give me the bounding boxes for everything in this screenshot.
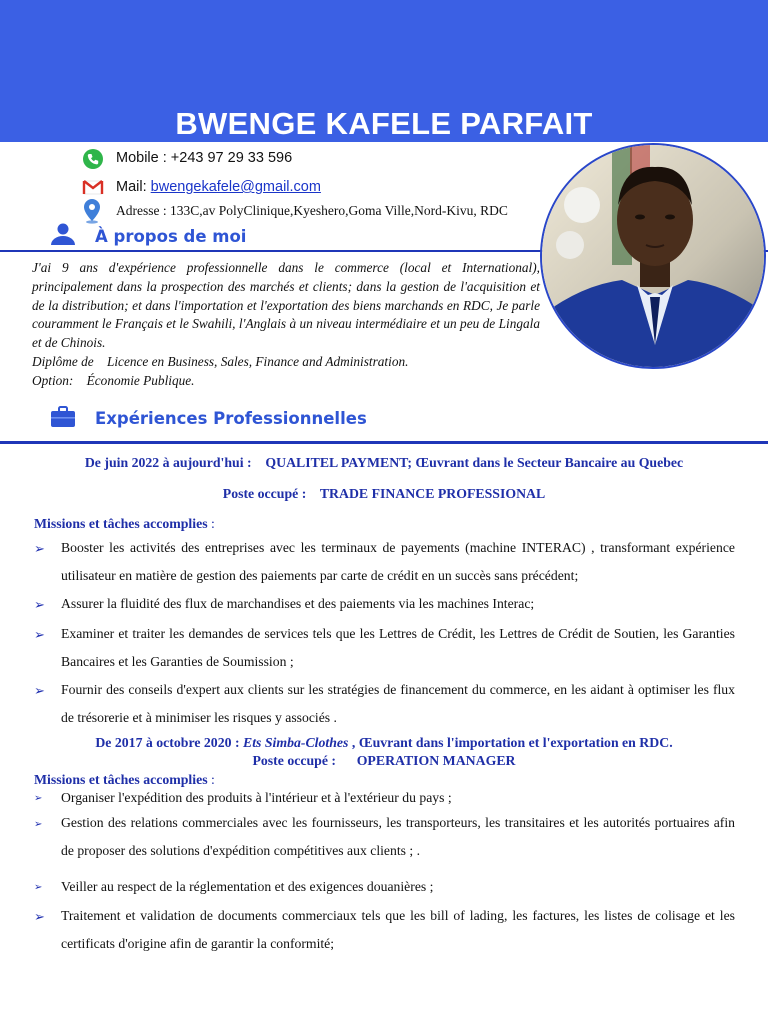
diploma-text: Diplôme de Licence en Business, Sales, Finance and Administration. (32, 353, 409, 369)
job1-mission-2: Assurer la fluidité des flux de marchandises et des paiements via les machines Interac; (61, 596, 535, 611)
job2-period-end: , Œuvrant dans l'importation et l'exportation en RDC. (348, 735, 673, 750)
mail-line (116, 179, 321, 195)
user-icon (49, 223, 77, 250)
job1-mission-4: Fournir des conseils d'expert aux clients sur les stratégies de financement du commerce, en les aidant à optimiser les flux de trésorerie et à minimiser les risques y associés . (61, 682, 735, 725)
job1-missions-colon: : (207, 516, 215, 531)
address-text: Adresse : 133C,av PolyClinique,Kyeshero,Goma Ville,Nord-Kivu, RDC (116, 203, 508, 218)
job2-mission-3: Veiller au respect de la réglementation et des exigences douanières ; (61, 879, 434, 894)
job2-position: Poste occupé : OPERATION MANAGER (252, 753, 516, 768)
arrow-bullet-icon: ➢ (34, 627, 45, 642)
mail-link[interactable]: bwengekafele@gmail.com (150, 179, 321, 195)
job1-missions-label: Missions et tâches accomplies (34, 516, 208, 531)
job2-period (0, 735, 768, 751)
about-text: J'ai 9 ans d'expérience professionnelle dans le commerce (local et International), principalement dans la prospection des marchés et clients; dans la gestion de l'acquisition et de la distribution; et dans l'importation et l'exportation des biens marchands en RDC, Je parle couramment le Français et le Swahili, l'Anglais à un niveau intermédiaire et un peu de Lingala et de Chinois. (32, 260, 540, 351)
job1-position: Poste occupé : TRADE FINANCE PROFESSIONAL (222, 486, 546, 501)
location-pin-icon (81, 198, 103, 229)
job2-company: Ets Simba-Clothes (243, 735, 349, 750)
job2-mission-1: Organiser l'expédition des produits à l'intérieur et à l'extérieur du pays ; (61, 790, 452, 805)
experience-divider (0, 441, 768, 444)
about-title: À propos de moi (95, 227, 247, 246)
arrow-bullet-icon: ➢ (34, 597, 45, 612)
about-paragraph (32, 259, 540, 391)
experience-title: Expériences Professionnelles (95, 409, 367, 428)
arrow-bullet-icon: ➢ (34, 541, 45, 556)
phone-icon (82, 148, 104, 175)
job2-missions-colon: : (207, 772, 215, 787)
job2-missions-heading (34, 772, 215, 788)
arrow-bullet-icon: ➢ (34, 793, 43, 804)
briefcase-icon (50, 405, 76, 434)
candidate-name: BWENGE KAFELE PARFAIT (175, 106, 593, 141)
arrow-bullet-icon: ➢ (34, 909, 45, 924)
job1-period: De juin 2022 à aujourd'hui : QUALITEL PAYMENT; Œuvrant dans le Secteur Bancaire au Quebec (84, 455, 684, 470)
option-text: Option: Économie Publique. (32, 372, 195, 388)
job1-mission-1: Booster les activités des entreprises avec les terminaux de payements (machine INTERAC) , transformant expérience utilisateur en matière de gestion des paiements par carte de crédit en un succès sans précédent; (61, 540, 735, 583)
mail-label: Mail: (116, 179, 151, 195)
job1-mission-3: Examiner et traiter les demandes de services tels que les Lettres de Crédit, les Lettres de Crédit de Soutien, les Garanties Bancaires et les Garanties de Soumission ; (61, 626, 735, 669)
job2-mission-2: Gestion des relations commerciales avec les fournisseurs, les transporteurs, les transitaires et les autorités portuaires afin de proposer des solutions d'expédition compétitives aux clients ; . (61, 815, 735, 858)
job2-missions-label: Missions et tâches accomplies (34, 772, 208, 787)
arrow-bullet-icon: ➢ (34, 882, 43, 893)
job2-mission-4: Traitement et validation de documents commerciaux tels que les bill of lading, les factures, les listes de colisage et les certificats d'origine afin de garantir la conformité; (61, 908, 735, 951)
arrow-bullet-icon: ➢ (34, 819, 43, 830)
job2-period-start: De 2017 à octobre 2020 : (95, 735, 243, 750)
profile-photo (540, 143, 766, 369)
mobile-text: Mobile : +243 97 29 33 596 (116, 150, 293, 166)
arrow-bullet-icon: ➢ (34, 683, 45, 698)
job1-missions-heading (34, 516, 215, 532)
